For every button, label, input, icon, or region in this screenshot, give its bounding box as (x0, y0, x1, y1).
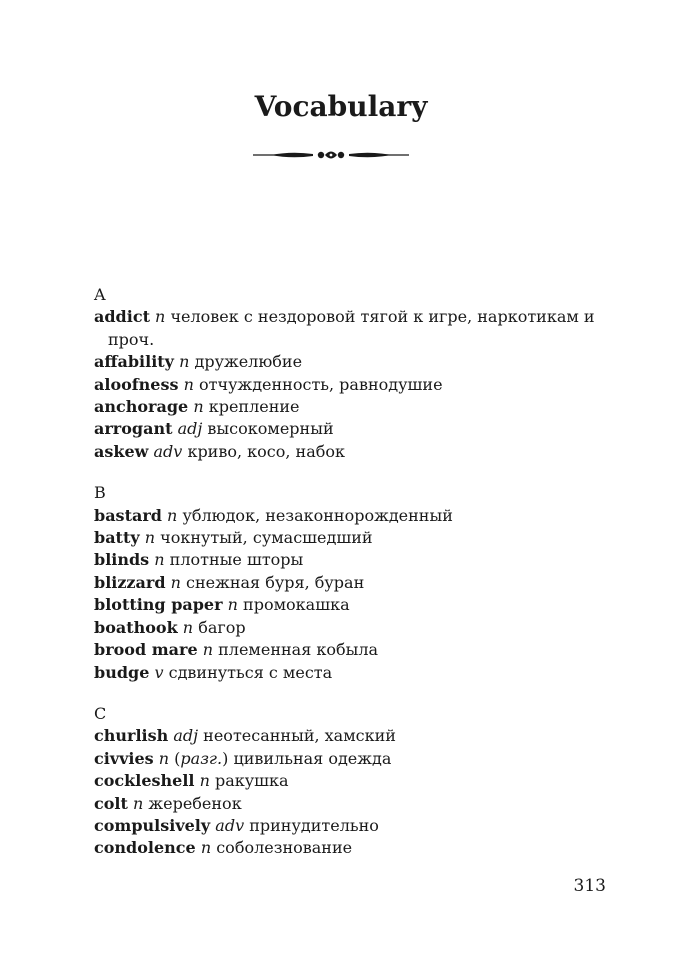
entry-definition: ракушка (214, 771, 289, 791)
entry-definition: снежная буря, буран (186, 572, 365, 592)
vocab-section-b (94, 482, 614, 684)
entry-word: anchorage (94, 397, 189, 417)
entry-pos: n (144, 528, 156, 548)
entry-definition: жеребенок (148, 793, 242, 813)
vocab-entry (94, 594, 614, 616)
vocab-section-a (94, 284, 614, 463)
section-letter: B (94, 483, 106, 503)
entry-definition: крепление (208, 397, 300, 417)
entry-definition: криво, косо, набок (187, 441, 346, 461)
entry-word: bastard (94, 505, 162, 525)
vocab-entry (94, 418, 614, 440)
entry-pos: n (182, 617, 194, 637)
page-title: Vocabulary (254, 90, 428, 123)
section-letter: A (94, 285, 106, 304)
entry-word: cockleshell (94, 771, 195, 791)
entry-definition: багор (198, 617, 246, 637)
entry-word: compulsively (94, 815, 211, 835)
entry-pos: adv (153, 441, 183, 461)
entry-definition: ублюдок, незаконнорожденный (182, 505, 453, 525)
entry-word: addict (94, 307, 150, 327)
entry-definition: плотные шторы (169, 550, 304, 570)
vocab-entry (94, 662, 614, 684)
vocab-entry (94, 549, 614, 571)
entry-definition: чокнутый, сумасшедший (160, 528, 373, 548)
entry-word: colt (94, 793, 128, 813)
entry-word: blizzard (94, 572, 166, 592)
entry-word: churlish (94, 726, 169, 746)
entry-pos: n (183, 374, 194, 394)
entry-pos: n (179, 352, 190, 372)
entry-word: brood mare (94, 640, 198, 660)
entry-pos: n (132, 793, 144, 813)
entry-word: arrogant (94, 419, 173, 439)
entry-word: blotting paper (94, 595, 223, 615)
vocab-entry (94, 572, 614, 594)
vocab-entry (94, 527, 614, 549)
vocab-entry (94, 793, 614, 815)
entry-definition: человек с нездоровой тягой к игре, наркотикам и проч. (108, 307, 595, 349)
entry-pos: adj (173, 726, 199, 746)
entry-word: boathook (94, 617, 178, 637)
section-letter: C (94, 703, 107, 723)
entry-word: askew (94, 441, 149, 461)
entry-pos: n (155, 307, 166, 327)
entry-pos: n (199, 771, 210, 791)
entry-pos: n (167, 505, 178, 525)
entry-pos: v (154, 662, 164, 682)
vocab-entry (94, 639, 614, 661)
entry-word: affability (94, 352, 174, 372)
page-number: 313 (573, 876, 606, 896)
entry-definition: отчужденность, равнодушие (199, 374, 443, 394)
entry-definition: соболезнование (216, 838, 353, 858)
entry-pos: n (158, 748, 170, 768)
entry-definition: сдвинуться с места (168, 662, 333, 682)
vocab-entry (94, 396, 614, 418)
entry-word: blinds (94, 550, 150, 570)
entry-definition: принудительно (249, 815, 379, 835)
vocab-entry (94, 374, 614, 396)
entry-pos: n (154, 550, 165, 570)
entry-definition: высокомерный (207, 419, 334, 439)
vocab-entry (94, 815, 614, 837)
entry-word: batty (94, 528, 140, 548)
vocab-entry (94, 617, 614, 639)
vocab-entry (94, 441, 614, 463)
entry-pos: n (202, 640, 214, 660)
entry-word: civvies (94, 748, 154, 768)
entry-pos: adv (215, 815, 245, 835)
entry-pos: n (227, 595, 238, 615)
vocab-entry (94, 306, 614, 351)
vocab-entry (94, 770, 614, 792)
vocab-entry (94, 725, 614, 747)
vocab-section-c (94, 703, 614, 860)
vocab-entry (94, 505, 614, 527)
entry-definition: промокашка (243, 595, 350, 615)
entry-pos: n (193, 397, 204, 417)
entry-definition: цивильная одежда (233, 748, 392, 768)
entry-word: budge (94, 662, 150, 682)
entry-pos: n (170, 572, 181, 592)
entry-definition: дружелюбие (194, 352, 303, 372)
vocabulary-list (94, 284, 614, 879)
vocab-entry: civvies n (разг.) цивильная одежда (94, 748, 392, 768)
entry-definition: неотесанный, хамский (203, 726, 396, 746)
vocab-entry (94, 837, 614, 859)
entry-usage-note: разг. (180, 748, 223, 768)
vocab-entry (94, 351, 614, 373)
entry-pos: n (200, 838, 212, 858)
ornament-divider-icon (251, 146, 411, 164)
entry-word: aloofness (94, 374, 179, 394)
entry-definition: племенная кобыла (218, 640, 379, 660)
entry-word: condolence (94, 838, 196, 858)
entry-pos: adj (177, 419, 203, 439)
